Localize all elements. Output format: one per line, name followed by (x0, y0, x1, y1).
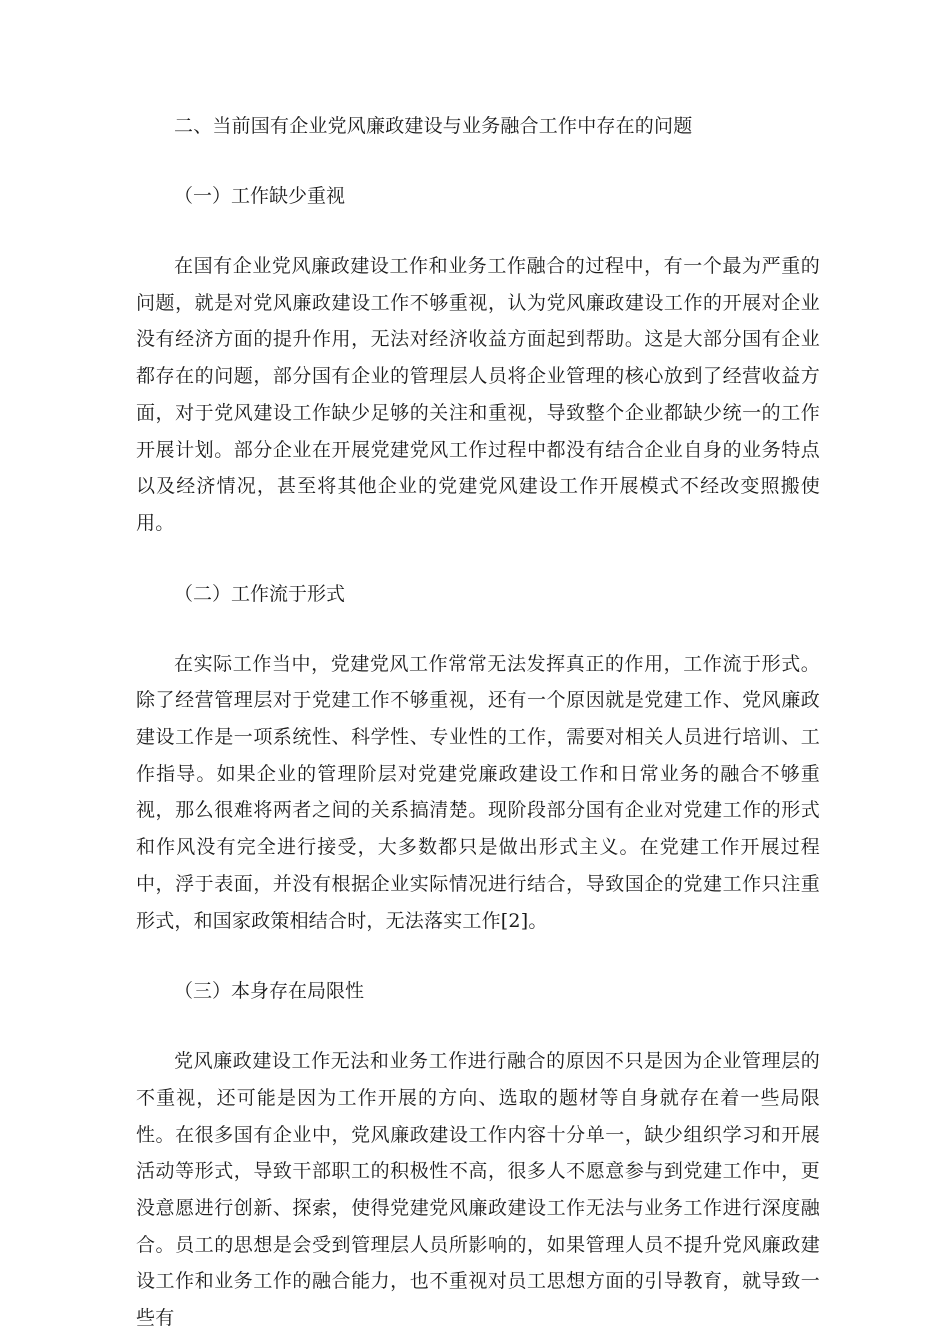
subsection-heading-1: （一）工作缺少重视 (174, 185, 346, 207)
subsection-paragraph-3: 党风廉政建设工作无法和业务工作进行融合的原因不只是因为企业管理层的不重视，还可能是因为工作开展的方向、选取的题材等自身就存在着一些局限性。在很多国有企业中，党风廉政建设工作内容十分单一，缺少组织学习和开展活动等形式，导致干部职工的积极性不高，很多人不愿意参与到党建工作中，更没意愿进行创新、探索，使得党建党风廉政建设工作无法与业务工作进行深度融合。员工的思想是会受到管理层人员所影响的，如果管理人员不提升党风廉政建设工作和业务工作的融合能力，也不重视对员工思想方面的引导教育，就导致一些有 (136, 1050, 820, 1330)
subsection-paragraph-1: 在国有企业党风廉政建设工作和业务工作融合的过程中，有一个最为严重的问题，就是对党风廉政建设工作不够重视，认为党风廉政建设工作的开展对企业没有经济方面的提升作用，无法对经济收益方面起到帮助。这是大部分国有企业都存在的问题，部分国有企业的管理层人员将企业管理的核心放到了经营收益方面，对于党风建设工作缺少足够的关注和重视，导致整个企业都缺少统一的工作开展计划。部分企业在开展党建党风工作过程中都没有结合企业自身的业务特点以及经济情况，甚至将其他企业的党建党风建设工作开展模式不经改变照搬使用。 (136, 255, 820, 534)
section-title: 二、当前国有企业党风廉政建设与业务融合工作中存在的问题 (174, 115, 693, 137)
subsection-paragraph-2: 在实际工作当中，党建党风工作常常无法发挥真正的作用，工作流于形式。除了经营管理层对于党建工作不够重视，还有一个原因就是党建工作、党风廉政建设工作是一项系统性、科学性、专业性的工作，需要对相关人员进行培训、工作指导。如果企业的管理阶层对党建党廉政建设工作和日常业务的融合不够重视，那么很难将两者之间的关系搞清楚。现阶段部分国有企业对党建工作的形式和作风没有完全进行接受，大多数都只是做出形式主义。在党建工作开展过程中，浮于表面，并没有根据企业实际情况进行结合，导致国企的党建工作只注重形式，和国家政策相结合时，无法落实工作[2]。 (136, 652, 820, 932)
subsection-heading-3: （三）本身存在局限性 (174, 980, 365, 1003)
document-page (136, 108, 820, 1337)
subsection-heading-2: （二）工作流于形式 (174, 582, 346, 605)
